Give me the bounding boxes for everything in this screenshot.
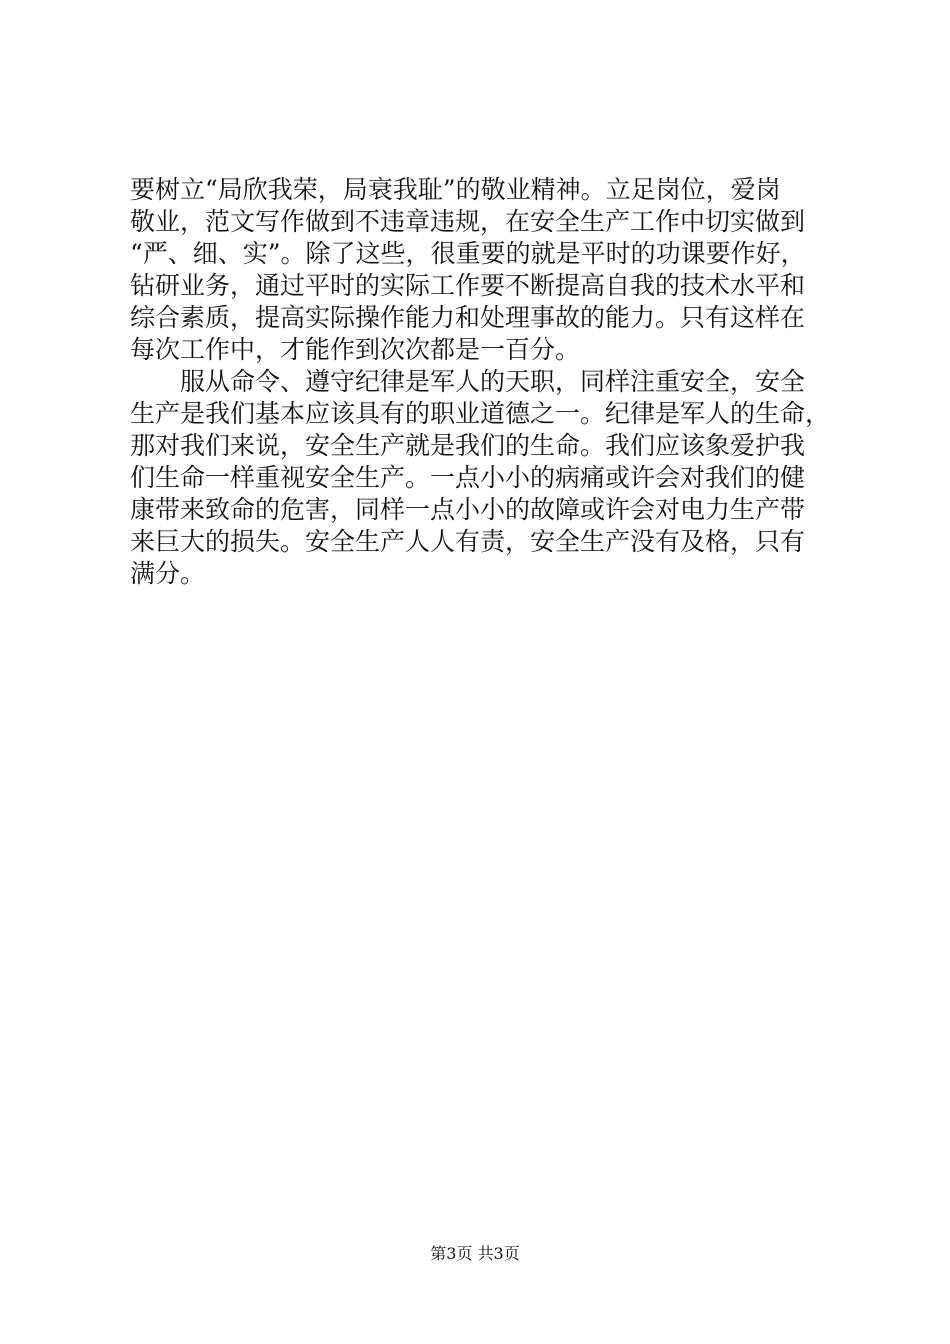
text-line: 敬业，范文写作做到不违章违规，在安全生产工作中切实做到 [130, 207, 806, 236]
page-number: 第3页 共3页 [430, 1244, 520, 1263]
text-line: 钻研业务，通过平时的实际工作要不断提高自我的技术水平和 [130, 271, 806, 300]
text-line: 要树立“局欣我荣，局衰我耻”的敬业精神。立足岗位，爱岗 [130, 175, 781, 204]
paragraph-2 [130, 366, 830, 590]
text-line: 综合素质，提高实际操作能力和处理事故的能力。只有这样在 [130, 303, 806, 332]
document-body [130, 174, 830, 590]
text-line: 每次工作中，才能作到次次都是一百分。 [130, 335, 581, 364]
text-line: 服从命令、遵守纪律是军人的天职，同样注重安全，安全 [180, 367, 806, 396]
paragraph-1 [130, 174, 830, 366]
text-line: 那对我们来说，安全生产就是我们的生命。我们应该象爱护我 [130, 431, 806, 460]
text-line: 们生命一样重视安全生产。一点小小的病痛或许会对我们的健 [130, 463, 806, 492]
text-line: 康带来致命的危害，同样一点小小的故障或许会对电力生产带 [130, 495, 806, 524]
page-footer [0, 1244, 950, 1264]
text-line: “严、细、实”。除了这些，很重要的就是平时的功课要作好， [130, 239, 806, 268]
text-line: 满分。 [130, 559, 206, 588]
text-line: 生产是我们基本应该具有的职业道德之一。纪律是军人的生命， [130, 399, 831, 428]
text-line: 来巨大的损失。安全生产人人有责，安全生产没有及格，只有 [130, 527, 806, 556]
